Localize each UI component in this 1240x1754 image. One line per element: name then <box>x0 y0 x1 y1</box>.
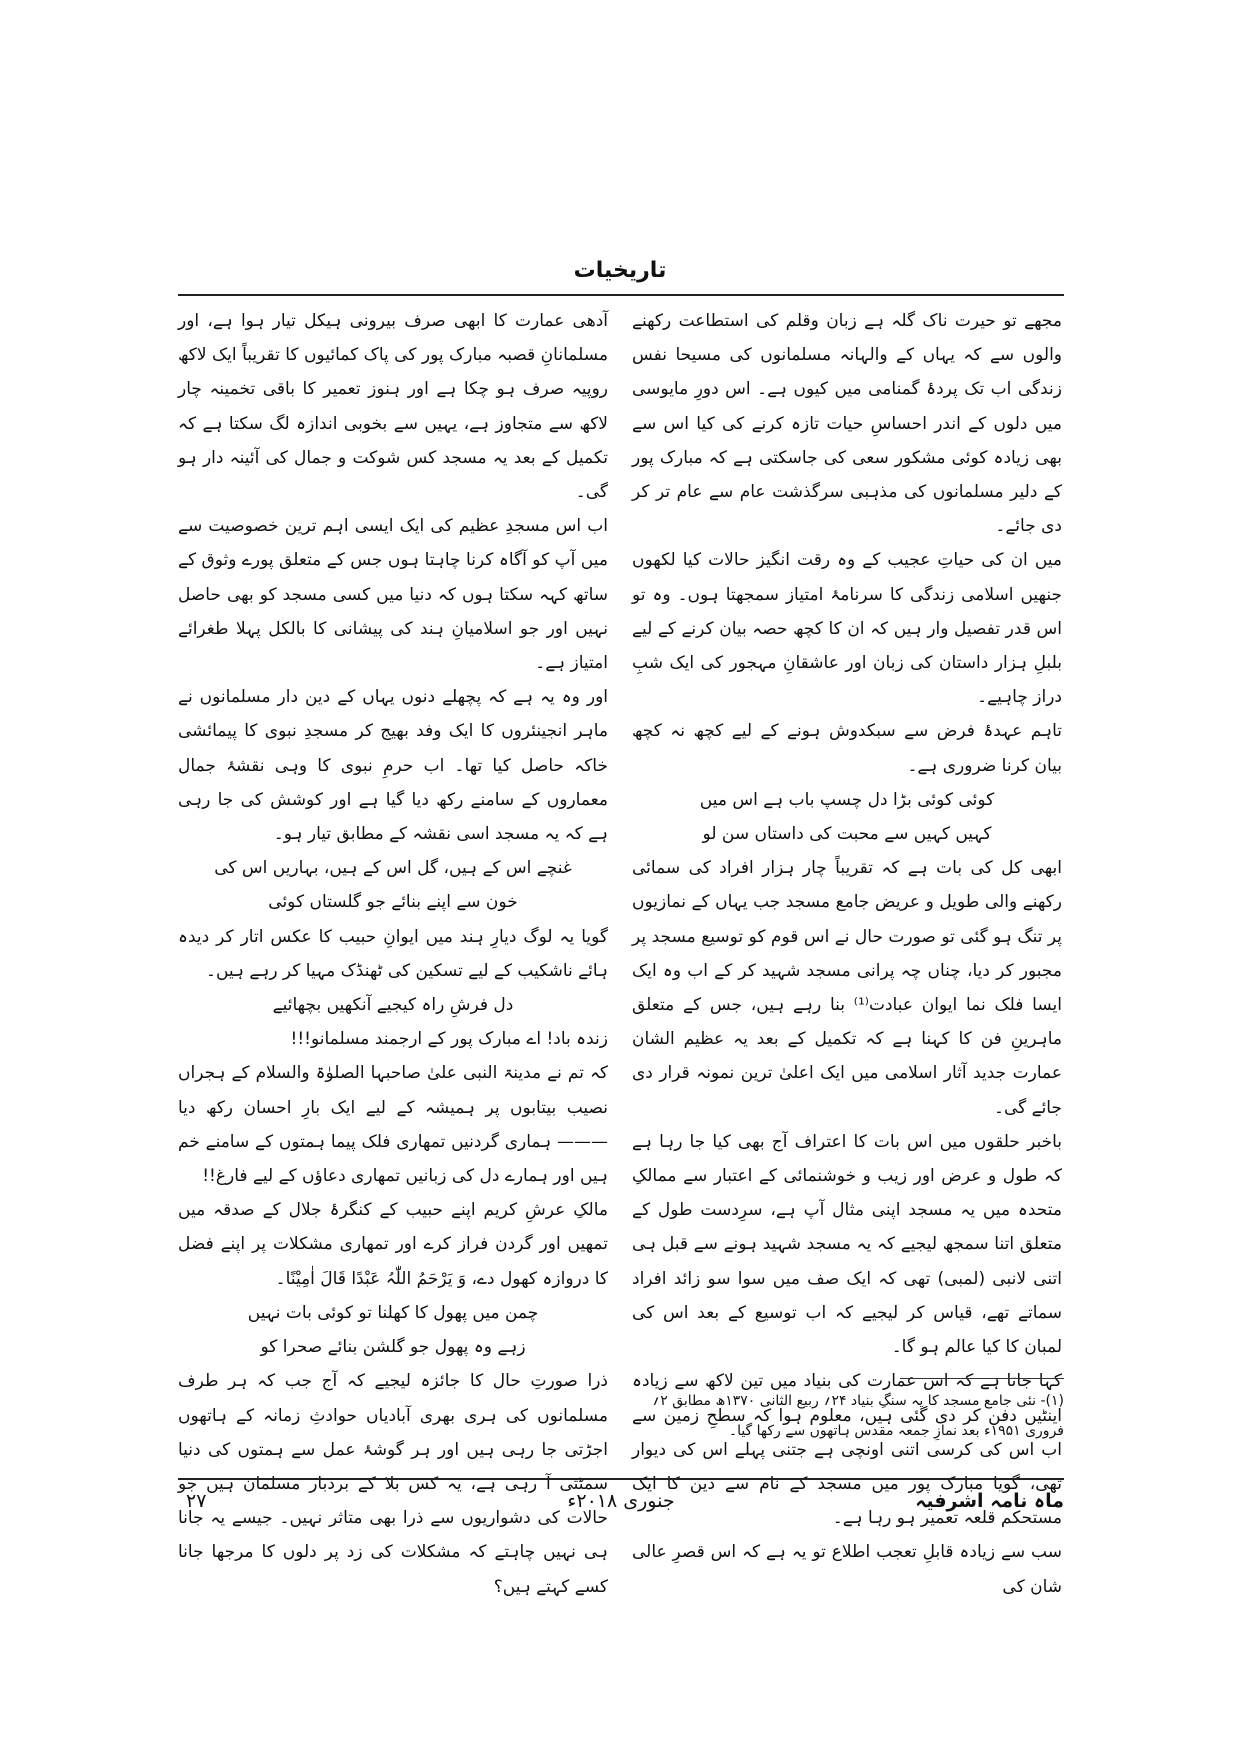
verse-line: چمن میں پھول کا کھلنا تو کوئی بات نہیں <box>247 1302 539 1323</box>
verse-line: غنچے اس کے ہیں، گل اس کے ہیں، بہاریں اس کی <box>214 858 572 879</box>
paragraph: کہا جاتا ہے کہ اس عمارت کی بنیاد میں تین لاکھ سے زیادہ اینٹیں دفن کر دی گئی ہیں، معلوم ہوا کہ سطحِ زمین سے اب اس کی کرسی اتنی اونچی ہے جتنی پہلے اس کی دیوار تھی، گویا مبارک پور میں مسجد کے نام سے دین کا ایک مستحکم قلعہ تعمیر ہو رہا ہے۔ <box>632 1371 1062 1529</box>
paragraph: تاہم عہدۂ فرض سے سبکدوش ہونے کے لیے کچھ نہ کچھ بیان کرنا ضروری ہے۔ <box>632 721 1062 776</box>
footer-rule <box>178 1478 1064 1480</box>
paragraph: اب اس مسجدِ عظیم کی ایک ایسی اہم ترین خصوصیت سے میں آپ کو آگاہ کرنا چاہتا ہوں جس کے متعلق پورے وثوق کے ساتھ کہہ سکتا ہوں کہ دنیا میں کسی مسجد کو بھی حاصل نہیں اور جو اسلامیانِ ہند کی پیشانی کا بالکل پہلا طغرائے امتیاز ہے۔ <box>178 516 608 674</box>
paragraph: سب سے زیادہ قابلِ تعجب اطلاع تو یہ ہے کہ اس قصرِ عالی شان کی <box>632 1542 1062 1597</box>
paragraph: ابھی کل کی بات ہے کہ تقریباً چار ہزار افراد کی سمائی رکھنے والی طویل و عریض جامع مسجد جب یہاں کے نمازیوں پر تنگ ہو گئی تو صورت حال نے اس قوم کو توسیع مسجد پر مجبور کر دیا، چناں چہ پرانی مسجد شہید کر کے اب وہ ایک ایسا فلک نما ایوان عبادت⁽¹⁾ بنا رہے ہیں، جس کے متعلق ماہرینِ فن کا کہنا ہے کہ تکمیل کے بعد یہ عظیم الشان عمارت جدید آثار اسلامی میں ایک اعلیٰ ترین نمونہ قرار دی جائے گی۔ <box>632 858 1062 1118</box>
verse-line: دل فرشِ راہ کیجیے آنکھیں بچھائیے <box>272 995 514 1016</box>
footnote: (۱)- نئی جامع مسجد کا یہ سنگِ بنیاد ۲۴؍ ربیع الثانی ۱۳۷۰ھ مطابق ۲؍ فروری ۱۹۵۱ء بعد نمازِ جمعہ مقدس ہاتھوں سے رکھا گیا۔ <box>652 1393 1064 1439</box>
paragraph: میں ان کی حیاتِ عجیب کے وہ رقت انگیز حالات کیا لکھوں جنھیں اسلامی زندگی کا سرنامۂ امتیاز سمجھتا ہوں۔ وہ تو اس قدر تفصیل وار ہیں کہ ان کا کچھ حصہ بیان کرنے کے لیے بلبلِ ہزار داستان کی زبان اور عاشقانِ مہجور کی ایک شبِ دراز چاہیے۔ <box>632 550 1062 708</box>
paragraph: اور وہ یہ ہے کہ پچھلے دنوں یہاں کے دین دار مسلمانوں نے ماہر انجینئروں کا ایک وفد بھیج کر مسجدِ نبوی کا پیمائشی خاکہ حاصل کیا تھا۔ اب حرمِ نبوی کا وہی نقشۂ جمال معماروں کے سامنے رکھ دیا گیا ہے اور کوشش کی جا رہی ہے کہ یہ مسجد اسی نقشہ کے مطابق تیار ہو۔ <box>178 687 608 845</box>
paragraph: ذرا صورتِ حال کا جائزہ لیجیے کہ آج جب کہ ہر طرف مسلمانوں کی ہری بھری آبادیاں حوادثِ زمانہ کے ہاتھوں اجڑتی جا رہی ہیں اور ہر گوشۂ عمل سے ہمتوں کی دنیا سمٹتی آ رہی ہے، یہ کس بلا کے بردبار مسلمان ہیں جو حالات کی دشواریوں سے ذرا بھی متاثر نہیں۔ جیسے یہ جانا ہی نہیں چاہتے کہ مشکلات کی زد پر دلوں کا مرجھا جانا کسے کہتے ہیں؟ <box>178 1371 608 1597</box>
paragraph: زندہ باد! اے مبارک پور کے ارجمند مسلمانو!!! <box>290 1029 608 1050</box>
verse-line: کوئی کوئی بڑا دل چسپ باب ہے اس میں <box>699 789 995 810</box>
paragraph: کہ تم نے مدینۃ النبی علیٰ صاحبہا الصلوٰۃ والسلام کے ہجراں نصیب بیتابوں پر ہمیشہ کے لیے ایک بارِ احسان رکھ دیا ——— ہماری گردنیں تمھاری فلک پیما ہمتوں کے سامنے خم ہیں اور ہمارے دل کی زبانیں تمھاری دعاؤں کے لیے فارغ!! <box>178 1063 608 1187</box>
page-number: ۲۷ <box>186 1490 207 1512</box>
paragraph: آدھی عمارت کا ابھی صرف بیرونی ہیکل تیار ہوا ہے، اور مسلمانانِ قصبہ مبارک پور کی پاک کمائیوں کا تقریباً ایک لاکھ روپیہ صرف ہو چکا ہے اور ہنوز تعمیر کا باقی تخمینہ چار لاکھ سے متجاوز ہے، یہیں سے بخوبی اندازہ لگ سکتا ہے کہ تکمیل کے بعد یہ مسجد کس شوکت و جمال کی آئینہ دار ہو گی۔ <box>178 311 608 503</box>
verse-line: کہیں کہیں سے محبت کی داستاں سن لو <box>702 824 992 845</box>
header-rule <box>178 294 1064 296</box>
paragraph: باخبر حلقوں میں اس بات کا اعتراف آج بھی کیا جا رہا ہے کہ طول و عرض اور زیب و خوشنمائی کے اعتبار سے ممالکِ متحدہ میں یہ مسجد اپنی مثال آپ ہے، سرِدست طول کے متعلق اتنا سمجھ لیجیے کہ یہ مسجد شہید ہونے سے قبل ہی اتنی لانبی (لمبی) تھی کہ ایک صف میں سوا سو زائد افراد سماتے تھے، قیاس کر لیجیے کہ اب توسیع کے بعد اس کی لمبان کا کیا عالم ہو گا۔ <box>632 1131 1062 1358</box>
issue-date: جنوری ۲۰۱۸ء <box>567 1490 675 1512</box>
section-title: تاریخیات <box>573 258 667 283</box>
footnote-rule <box>900 1378 1064 1379</box>
magazine-name: ماہ نامہ اشرفیہ <box>915 1490 1064 1512</box>
page-footer <box>178 1490 1064 1522</box>
paragraph: مجھے تو حیرت ناک گلہ ہے زبان وقلم کی استطاعت رکھنے والوں سے کہ یہاں کے والہانہ مسلمانوں کی مسیحا نفس زندگی اب تک پردۂ گمنامی میں کیوں ہے۔ اس دورِ مایوسی میں دلوں کے اندر احساسِ حیات تازہ کرنے کی کیا اس سے بھی زیادہ کوئی مشکور سعی کی جاسکتی ہے کہ مبارک پور کے دلیر مسلمانوں کی مذہبی سرگذشت عام سے عام تر کر دی جائے۔ <box>632 311 1062 537</box>
paragraph: گویا یہ لوگ دیارِ ہند میں ایوانِ حبیب کا عکس اتار کر دیدہ ہائے ناشکیب کے لیے تسکین کی ٹھنڈک مہیا کر رہے ہیں۔ <box>178 926 608 981</box>
verse-line: زہے وہ پھول جو گلشن بنائے صحرا کو <box>260 1337 526 1358</box>
verse-line: خون سے اپنے بنائے جو گلستاں کوئی <box>268 892 518 913</box>
paragraph: مالکِ عرشِ کریم اپنے حبیب کے کنگرۂ جلال کے صدقہ میں تمھیں اور گردن فراز کرے اور تمھاری مشکلات پر اپنے فضل کا دروازہ کھول دے، وَ یَرْحَمُ اللّٰہُ عَبْدًا قَالَ اٰمِیْنًا۔ <box>178 1200 608 1289</box>
left-column <box>178 304 608 1604</box>
